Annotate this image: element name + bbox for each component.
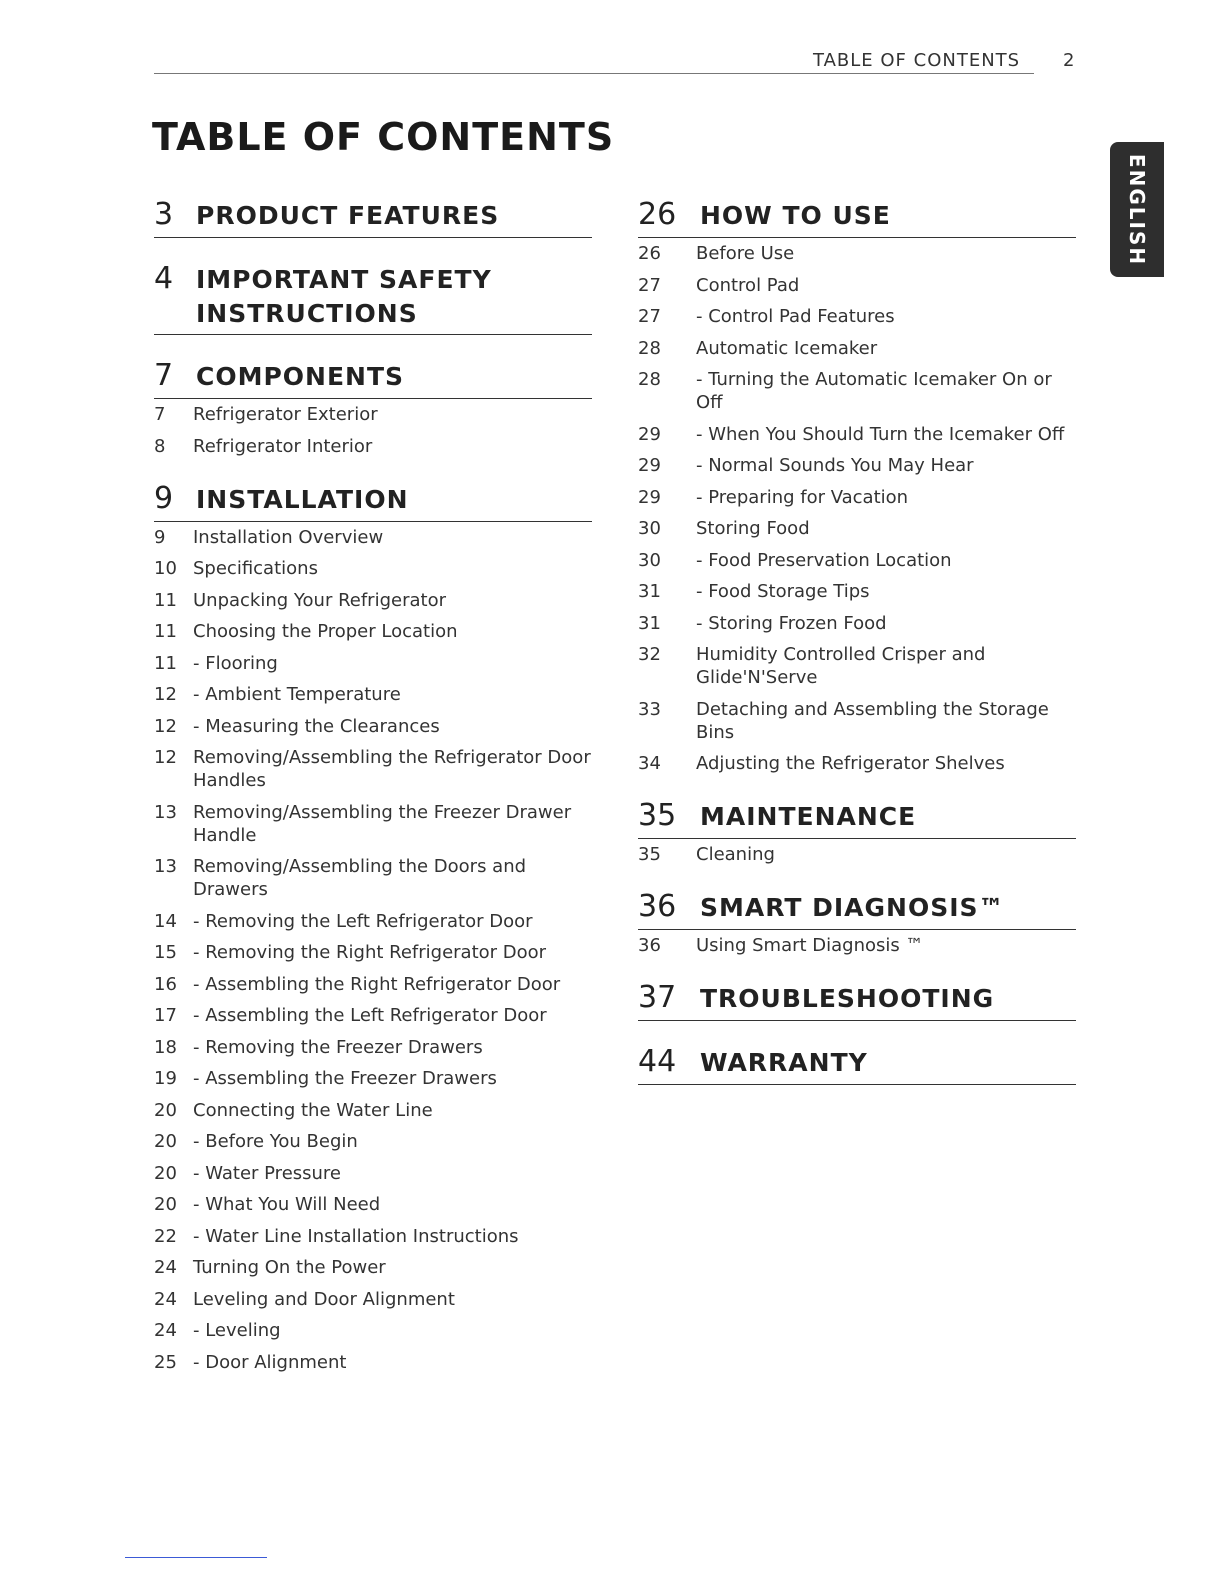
toc-entry-page: 11: [154, 621, 177, 642]
toc-entry-page: 11: [154, 652, 177, 674]
toc-entry-title: - Before You Begin: [193, 1131, 358, 1152]
toc-entry-page: 29: [638, 423, 661, 445]
toc-entry-title: - Water Pressure: [193, 1162, 342, 1184]
toc-entry[interactable]: [154, 1162, 592, 1185]
toc-entry-page: 12: [154, 684, 177, 705]
toc-entry[interactable]: [154, 403, 592, 426]
toc-entry-title: Turning On the Power: [193, 1257, 386, 1278]
toc-entry[interactable]: [154, 589, 592, 612]
toc-entry-title: - Normal Sounds You May Hear: [696, 455, 974, 476]
toc-entry[interactable]: [154, 855, 592, 901]
toc-section-page: 3: [154, 197, 174, 232]
toc-entry-page: 33: [638, 698, 661, 720]
toc-entry-title: Installation Overview: [193, 526, 384, 548]
toc-entry-page: 18: [154, 1036, 177, 1058]
toc-section-page: 44: [638, 1044, 677, 1079]
toc-entry[interactable]: [638, 698, 1076, 744]
toc-entry-title: - Water Line Installation Instructions: [193, 1225, 519, 1247]
toc-entry-title: - Flooring: [193, 652, 278, 674]
toc-entry[interactable]: [638, 454, 1076, 477]
toc-entry[interactable]: [638, 423, 1076, 446]
toc-section-heading[interactable]: [154, 260, 592, 335]
toc-entry-title: Refrigerator Interior: [193, 435, 373, 457]
toc-entry-page: 11: [154, 589, 177, 611]
toc-entry-title: - Measuring the Clearances: [193, 715, 440, 737]
toc-entry-page: 31: [638, 612, 661, 634]
toc-entry[interactable]: [638, 486, 1076, 509]
toc-entry-page: 9: [154, 526, 166, 548]
toc-section: [638, 888, 1076, 957]
toc-entry-page: 13: [154, 801, 177, 823]
toc-entry-title: Humidity Controlled Crisper and Glide'N'Serve: [696, 644, 986, 688]
toc-entry-title: Choosing the Proper Location: [193, 621, 458, 642]
toc-entry[interactable]: [154, 683, 592, 706]
toc-entry[interactable]: [154, 1130, 592, 1153]
toc-entry-page: 7: [154, 404, 166, 425]
toc-entry-page: 36: [638, 935, 661, 956]
toc-entry-page: 10: [154, 558, 177, 579]
toc-left-column: [154, 196, 592, 1396]
toc-entry-page: 19: [154, 1068, 177, 1089]
toc-entry-page: 8: [154, 435, 166, 457]
toc-section: [638, 196, 1076, 775]
toc-entry-title: - Assembling the Freezer Drawers: [193, 1068, 497, 1089]
toc-entry[interactable]: [154, 1036, 592, 1059]
toc-entry-page: 27: [638, 306, 661, 327]
toc-section-title: SMART DIAGNOSIS™: [700, 893, 1005, 922]
toc-entry-title: - What You Will Need: [193, 1194, 381, 1215]
toc-entry-title: Automatic Icemaker: [696, 337, 878, 359]
toc-entry[interactable]: [154, 435, 592, 458]
toc-section-title: HOW TO USE: [700, 201, 891, 230]
toc-section-heading[interactable]: [638, 196, 1076, 238]
toc-entry-title: Adjusting the Refrigerator Shelves: [696, 753, 1005, 774]
toc-section-page: 35: [638, 798, 677, 833]
toc-section-title: PRODUCT FEATURES: [196, 201, 500, 230]
toc-section-title: INSTALLATION: [196, 484, 409, 514]
toc-section-page: 26: [638, 197, 677, 232]
toc-entry[interactable]: [638, 752, 1076, 775]
toc-entry-list: [638, 934, 1076, 957]
toc-entry[interactable]: [154, 1319, 592, 1342]
toc-entry[interactable]: [154, 1099, 592, 1122]
toc-entry[interactable]: [154, 973, 592, 996]
toc-section-heading[interactable]: [154, 196, 592, 238]
page-title: TABLE OF CONTENTS: [152, 115, 615, 159]
toc-entry-list: [638, 843, 1076, 866]
toc-entry[interactable]: [154, 1193, 592, 1216]
toc-entry-title: Removing/Assembling the Freezer Drawer Handle: [193, 801, 572, 846]
toc-section-page: 36: [638, 889, 677, 924]
toc-entry-page: 20: [154, 1194, 177, 1215]
toc-entry-title: Before Use: [696, 243, 795, 264]
toc-entry-title: Unpacking Your Refrigerator: [193, 589, 446, 611]
toc-entry[interactable]: [638, 934, 1076, 957]
toc-entry-title: - Control Pad Features: [696, 306, 895, 327]
toc-entry[interactable]: [154, 1351, 592, 1374]
toc-entry-page: 22: [154, 1225, 177, 1247]
toc-entry-page: 16: [154, 973, 177, 995]
toc-entry[interactable]: [154, 941, 592, 964]
toc-entry[interactable]: [154, 1288, 592, 1311]
toc-entry-title: - Food Storage Tips: [696, 581, 870, 602]
toc-entry-page: 28: [638, 337, 661, 359]
toc-entry-page: 20: [154, 1162, 177, 1184]
toc-section-title: TROUBLESHOOTING: [700, 984, 995, 1013]
toc-section: [154, 260, 592, 335]
toc-entry[interactable]: [638, 517, 1076, 540]
language-tab-label: ENGLISH: [1125, 153, 1149, 266]
toc-section: [154, 480, 592, 1374]
toc-entry[interactable]: [638, 274, 1076, 297]
header-divider: [154, 73, 1034, 74]
toc-section-page: 4: [154, 261, 174, 296]
toc-section-page: 7: [154, 358, 174, 393]
footer-rule: [125, 1557, 267, 1558]
running-header: [813, 50, 1076, 71]
toc-section-heading[interactable]: [154, 480, 592, 522]
toc-entry-page: 14: [154, 910, 177, 932]
toc-entry[interactable]: [638, 368, 1076, 414]
toc-entry-title: Refrigerator Exterior: [193, 404, 378, 425]
toc-entry-title: - Turning the Automatic Icemaker On or Off: [696, 369, 1052, 413]
toc-entry-page: 32: [638, 644, 661, 665]
toc-entry-page: 28: [638, 369, 661, 390]
toc-entry-title: Leveling and Door Alignment: [193, 1288, 455, 1310]
toc-entry-title: Detaching and Assembling the Storage Bins: [696, 698, 1049, 743]
toc-entry[interactable]: [638, 242, 1076, 265]
toc-section: [638, 797, 1076, 866]
toc-entry-title: Using Smart Diagnosis ™: [696, 935, 924, 956]
toc-section: [154, 357, 592, 458]
toc-section: [638, 1043, 1076, 1085]
toc-entry-title: Cleaning: [696, 844, 775, 865]
toc-entry[interactable]: [638, 549, 1076, 572]
toc-entry-title: Control Pad: [696, 274, 800, 296]
toc-entry[interactable]: [638, 612, 1076, 635]
toc-entry-title: - Food Preservation Location: [696, 549, 952, 571]
toc-entry[interactable]: [154, 910, 592, 933]
toc-entry-title: Removing/Assembling the Refrigerator Door Handles: [193, 747, 591, 791]
toc-section-heading[interactable]: [638, 888, 1076, 930]
toc-entry-page: 24: [154, 1320, 177, 1341]
running-header-title: TABLE OF CONTENTS: [813, 50, 1021, 71]
toc-entry-title: Connecting the Water Line: [193, 1099, 433, 1121]
toc-entry-page: 12: [154, 715, 177, 737]
toc-entry[interactable]: [154, 1004, 592, 1027]
toc-entry-title: Storing Food: [696, 518, 810, 539]
toc-entry-page: 30: [638, 518, 661, 539]
toc-entry-page: 25: [154, 1351, 177, 1373]
toc-section: [638, 979, 1076, 1021]
toc-entry-page: 24: [154, 1288, 177, 1310]
toc-entry-title: - Preparing for Vacation: [696, 486, 909, 508]
toc-entry-title: - Leveling: [193, 1320, 281, 1341]
toc-entry[interactable]: [154, 746, 592, 792]
toc-entry-page: 20: [154, 1099, 177, 1121]
toc-entry-title: - Door Alignment: [193, 1351, 347, 1373]
toc-section-page: 9: [154, 480, 174, 516]
toc-entry-title: - Assembling the Left Refrigerator Door: [193, 1005, 547, 1026]
toc-entry-title: - Removing the Left Refrigerator Door: [193, 910, 533, 932]
toc-entry-page: 30: [638, 549, 661, 571]
toc-section-heading[interactable]: [638, 1043, 1076, 1085]
toc-section-heading[interactable]: [154, 357, 592, 399]
toc-entry-page: 34: [638, 753, 661, 774]
toc-entry-title: - Ambient Temperature: [193, 684, 401, 705]
toc-entry-title: - Assembling the Right Refrigerator Door: [193, 973, 561, 995]
toc-entry[interactable]: [638, 580, 1076, 603]
toc-entry[interactable]: [154, 652, 592, 675]
toc-section-heading[interactable]: [638, 797, 1076, 839]
toc-entry[interactable]: [638, 643, 1076, 689]
toc-entry-list: [154, 526, 592, 1374]
toc-entry-page: 29: [638, 486, 661, 508]
toc-entry-title: Removing/Assembling the Doors and Drawers: [193, 856, 527, 900]
toc-entry-page: 35: [638, 844, 661, 865]
toc-entry[interactable]: [154, 801, 592, 847]
toc-entry[interactable]: [154, 715, 592, 738]
toc-section: [154, 196, 592, 238]
toc-entry-page: 13: [154, 856, 177, 877]
toc-entry[interactable]: [638, 305, 1076, 328]
toc-right-column: [638, 196, 1076, 1107]
toc-entry-page: 26: [638, 243, 661, 264]
toc-entry-title: - Removing the Right Refrigerator Door: [193, 942, 547, 963]
toc-entry[interactable]: [154, 1256, 592, 1279]
toc-entry[interactable]: [154, 620, 592, 643]
toc-entry[interactable]: [154, 526, 592, 549]
toc-section-title: WARRANTY: [700, 1048, 868, 1077]
toc-entry[interactable]: [638, 843, 1076, 866]
toc-entry-page: 24: [154, 1257, 177, 1278]
toc-entry[interactable]: [154, 1067, 592, 1090]
toc-entry-title: Specifications: [193, 558, 318, 579]
toc-entry[interactable]: [154, 557, 592, 580]
toc-entry-list: [638, 242, 1076, 775]
toc-section-title: COMPONENTS: [196, 362, 405, 391]
toc-entry-page: 12: [154, 747, 177, 768]
language-tab: [1110, 142, 1164, 277]
toc-entry-page: 15: [154, 942, 177, 963]
page-number: 2: [1063, 50, 1076, 71]
toc-entry-title: - Removing the Freezer Drawers: [193, 1036, 483, 1058]
toc-entry-list: [154, 403, 592, 458]
toc-entry-title: - When You Should Turn the Icemaker Off: [696, 423, 1065, 445]
toc-entry[interactable]: [154, 1225, 592, 1248]
toc-section-title: MAINTENANCE: [700, 802, 917, 831]
toc-entry[interactable]: [638, 337, 1076, 360]
toc-section-heading[interactable]: [638, 979, 1076, 1021]
toc-entry-page: 31: [638, 581, 661, 602]
toc-entry-title: - Storing Frozen Food: [696, 612, 887, 634]
toc-entry-page: 17: [154, 1005, 177, 1026]
toc-entry-page: 20: [154, 1131, 177, 1152]
toc-section-title: IMPORTANT SAFETY INSTRUCTIONS: [196, 265, 492, 328]
toc-section-page: 37: [638, 980, 677, 1015]
toc-entry-page: 29: [638, 455, 661, 476]
toc-entry-page: 27: [638, 274, 661, 296]
